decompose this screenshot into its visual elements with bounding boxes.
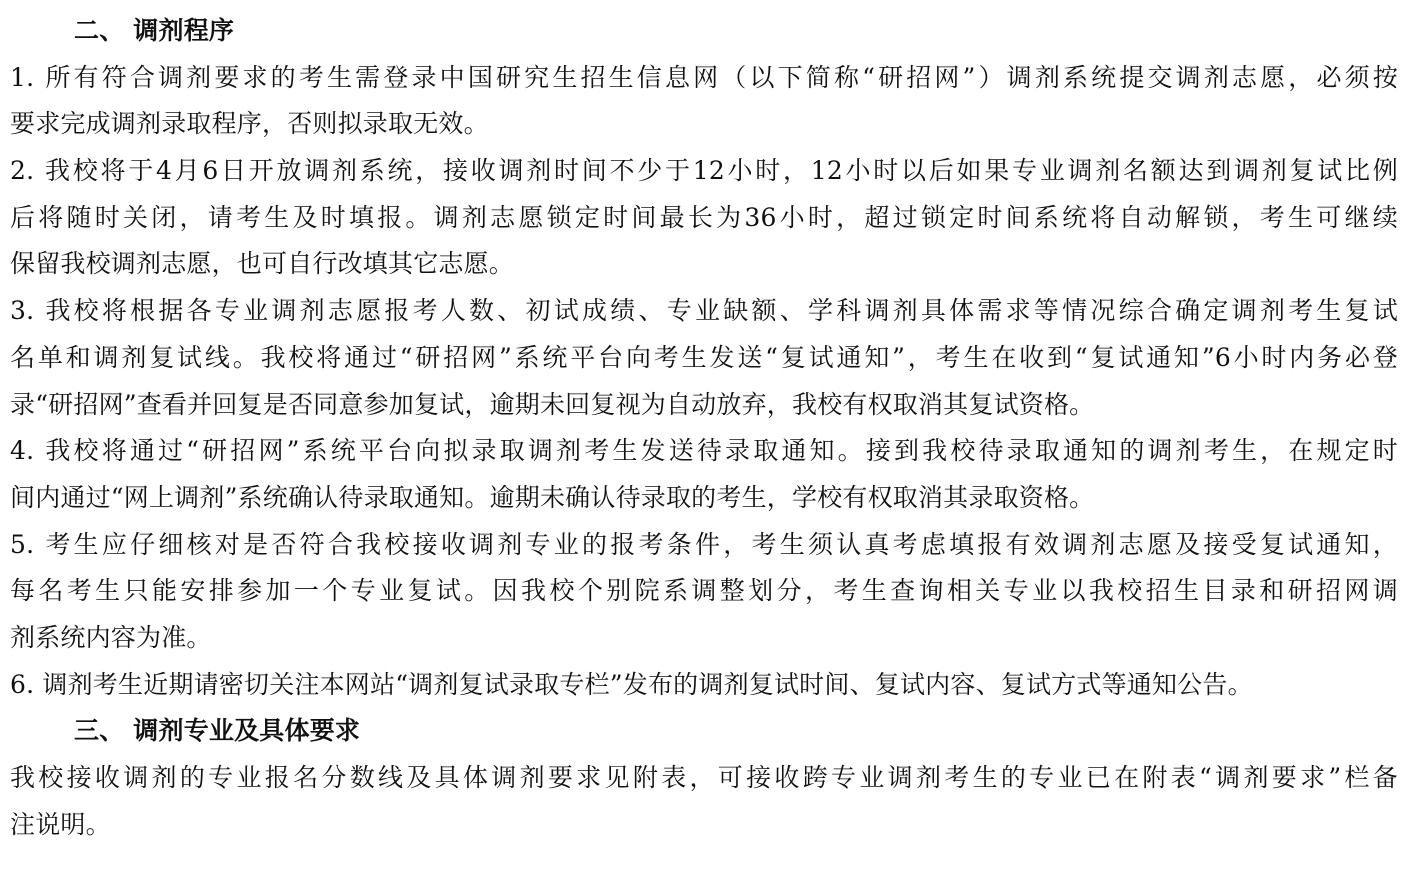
paragraph-line: 后将随时关闭，请考生及时填报。调剂志愿锁定时间最长为36小时，超过锁定时间系统将自动解锁，考生可继续	[10, 202, 1398, 232]
paragraph-line: 2. 我校将于4月6日开放调剂系统，接收调剂时间不少于12小时，12小时以后如果专业调剂名额达到调剂复试比例	[10, 156, 1398, 186]
paragraph-line: 保留我校调剂志愿，也可自行改填其它志愿。	[10, 249, 515, 279]
procedure-item-1	[10, 55, 1398, 148]
procedure-item-3	[10, 288, 1398, 428]
paragraph-line: 我校接收调剂的专业报名分数线及具体调剂要求见附表，可接收跨专业调剂考生的专业已在附表“调剂要求”栏备	[10, 763, 1398, 792]
paragraph-line: 3. 我校将根据各专业调剂志愿报考人数、初试成绩、专业缺额、学科调剂具体需求等情况综合确定调剂考生复试	[10, 296, 1398, 326]
section-heading-procedure: 二、 调剂程序	[74, 16, 235, 45]
paragraph-line: 名单和调剂复试线。我校将通过“研招网”系统平台向考生发送“复试通知”，考生在收到“复试通知”6小时内务必登	[10, 342, 1398, 372]
paragraph-line: 录“研招网”查看并回复是否同意参加复试，逾期未回复视为自动放弃，我校有权取消其复试资格。	[10, 389, 1095, 419]
majors-paragraph	[10, 755, 1398, 848]
paragraph-line: 间内通过“网上调剂”系统确认待录取通知。逾期未确认待录取的考生，学校有权取消其录取资格。	[10, 482, 1095, 512]
procedure-item-4	[10, 428, 1398, 521]
paragraph-line: 1. 所有符合调剂要求的考生需登录中国研究生招生信息网（以下简称“研招网”）调剂系统提交调剂志愿，必须按	[10, 62, 1398, 92]
paragraph-line: 每名考生只能安排参加一个专业复试。因我校个别院系调整划分，考生查询相关专业以我校招生目录和研招网调	[10, 576, 1398, 606]
procedure-item-6	[10, 662, 1398, 709]
procedure-item-2	[10, 148, 1398, 288]
paragraph-line: 剂系统内容为准。	[10, 622, 212, 652]
procedure-item-5	[10, 522, 1398, 662]
paragraph-line: 注说明。	[10, 809, 111, 839]
paragraph-line: 4. 我校将通过“研招网”系统平台向拟录取调剂考生发送待录取通知。接到我校待录取通知的调剂考生，在规定时	[10, 436, 1398, 466]
paragraph-line: 6. 调剂考生近期请密切关注本网站“调剂复试录取专栏”发布的调剂复试时间、复试内容、复试方式等通知公告。	[10, 669, 1253, 699]
section-heading-majors: 三、 调剂专业及具体要求	[74, 716, 361, 746]
paragraph-line: 要求完成调剂录取程序，否则拟录取无效。	[10, 109, 489, 139]
paragraph-line: 5. 考生应仔细核对是否符合我校接收调剂专业的报考条件，考生须认真考虑填报有效调剂志愿及接受复试通知，	[10, 529, 1398, 559]
